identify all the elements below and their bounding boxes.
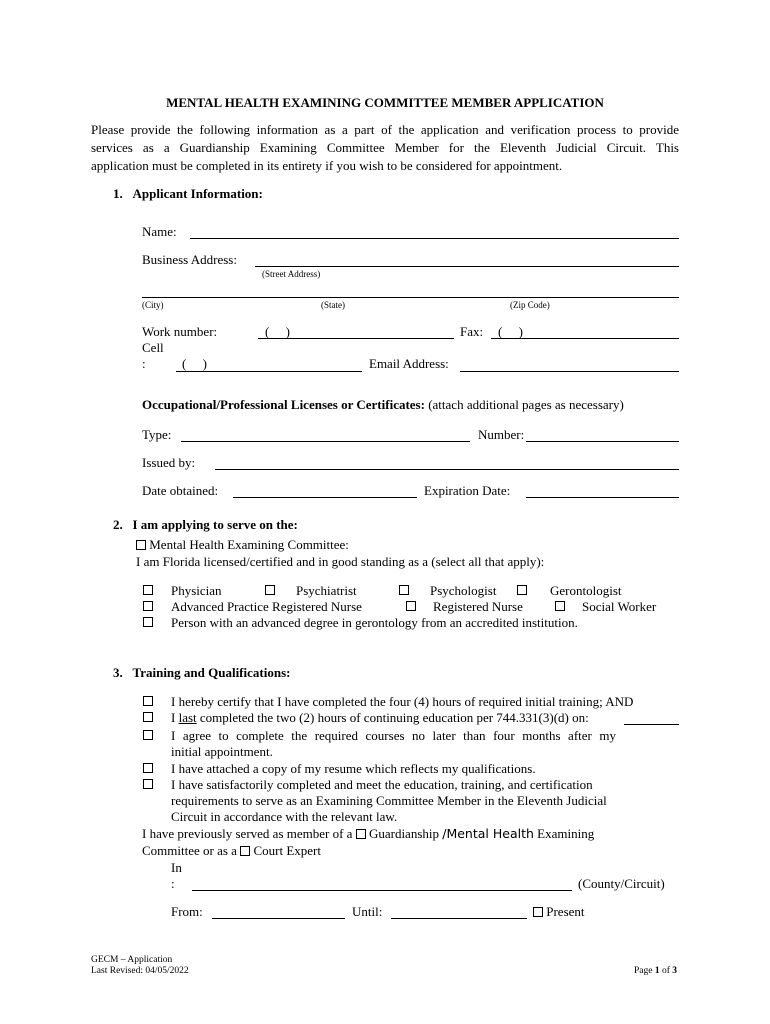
committee-option-label: Mental Health Examining Committee: [149, 537, 349, 552]
psychologist-checkbox[interactable] [399, 585, 409, 595]
psychiatrist-checkbox[interactable] [265, 585, 275, 595]
physician-checkbox[interactable] [143, 585, 153, 595]
guardianship-checkbox[interactable] [356, 829, 366, 839]
from-field[interactable] [212, 918, 345, 919]
street-address-field[interactable] [255, 266, 679, 267]
continuing-education-date-field[interactable] [624, 724, 679, 725]
requirements-line-3: Circuit in accordance with the relevant law. [171, 809, 398, 824]
expiration-field[interactable] [526, 497, 679, 498]
present-label: Present [546, 904, 585, 919]
fax-paren: ( ) [498, 324, 523, 339]
type-field[interactable] [181, 441, 470, 442]
requirements-checkbox[interactable] [143, 779, 153, 789]
fax-field[interactable] [491, 338, 679, 339]
footer-page-num: 1 [654, 966, 660, 976]
email-label: Email Address: [369, 356, 449, 371]
type-label: Type: [142, 427, 172, 442]
licenses-heading [142, 397, 624, 413]
footer-page-pre: Page [634, 966, 655, 976]
court-expert-checkbox[interactable] [240, 846, 250, 856]
licenses-heading-bold: Occupational/Professional Licenses or Certificates: [142, 397, 425, 412]
business-address-label: Business Address: [142, 252, 237, 267]
continuing-education-text [171, 710, 589, 726]
footer-revised: Last Revised: 04/05/2022 [91, 966, 189, 976]
court-expert-label: Court Expert [253, 843, 321, 858]
previously-served-text [142, 826, 594, 842]
county-circuit-field[interactable] [192, 890, 572, 891]
section-1-heading: 1. Applicant Information: [113, 186, 263, 201]
intro-line-2: services as a Guardianship Examining Committee Member for the Eleventh Judicial Circuit. This [91, 140, 679, 155]
requirements-line-1: I have satisfactorily completed and meet the education, training, and certification [171, 777, 593, 792]
number-field[interactable] [526, 441, 679, 442]
footer-form-name: GECM – Application [91, 955, 173, 965]
county-circuit-caption: (County/Circuit) [578, 876, 665, 891]
physician-label: Physician [171, 583, 222, 598]
number-label: Number: [478, 427, 525, 442]
date-obtained-label: Date obtained: [142, 483, 219, 498]
page-title: MENTAL HEALTH EXAMINING COMMITTEE MEMBER APPLICATION [166, 95, 604, 110]
initial-training-checkbox[interactable] [143, 696, 153, 706]
work-number-label: Work number: [142, 324, 218, 339]
advanced-degree-label: Person with an advanced degree in gerontology from an accredited institution. [171, 615, 578, 630]
intro-line-1: Please provide the following information as a part of the application and verification process to provide [91, 122, 679, 137]
name-label: Name: [142, 224, 177, 239]
gerontologist-checkbox[interactable] [517, 585, 527, 595]
resume-checkbox[interactable] [143, 763, 153, 773]
ce-text-post: completed the two (2) hours of continuing education per 744.331(3)(d) on: [196, 710, 589, 725]
section-3-heading: 3. Training and Qualifications: [113, 665, 291, 680]
in-label-colon: : [171, 876, 175, 891]
section-2-heading: 2. I am applying to serve on the: [113, 517, 298, 532]
rn-label: Registered Nurse [433, 599, 523, 614]
present-option [533, 904, 585, 920]
state-caption: (State) [321, 300, 345, 310]
agree-courses-line-1: I agree to complete the required courses no later than four months after my [171, 728, 616, 743]
continuing-education-checkbox[interactable] [143, 712, 153, 722]
ce-text-last: last [178, 710, 197, 725]
cell-label-colon: : [142, 356, 146, 371]
until-field[interactable] [391, 918, 527, 919]
city-caption: (City) [142, 300, 164, 310]
initial-training-text: I hereby certify that I have completed the four (4) hours of required initial training; AND [171, 694, 634, 709]
previously-served-pre: I have previously served as member of a [142, 826, 353, 841]
resume-text: I have attached a copy of my resume which reflects my qualifications. [171, 761, 536, 776]
zip-caption: (Zip Code) [510, 300, 550, 310]
aprn-checkbox[interactable] [143, 601, 153, 611]
street-address-caption: (Street Address) [262, 269, 321, 279]
email-field[interactable] [460, 371, 679, 372]
gerontologist-label: Gerontologist [550, 583, 622, 598]
issued-by-label: Issued by: [142, 455, 196, 470]
footer-page-number [634, 966, 677, 977]
social-worker-checkbox[interactable] [555, 601, 565, 611]
footer-page-mid: of [659, 966, 673, 976]
requirements-line-2: requirements to serve as an Examining Committee Member in the Eleventh Judicial [171, 793, 607, 808]
expiration-label: Expiration Date: [424, 483, 511, 498]
rn-checkbox[interactable] [406, 601, 416, 611]
intro-line-3: application must be completed in its entirety if you wish to be considered for appointment. [91, 158, 563, 173]
court-expert-text [142, 843, 321, 859]
agree-courses-checkbox[interactable] [143, 730, 153, 740]
advanced-degree-checkbox[interactable] [143, 617, 153, 627]
date-obtained-field[interactable] [233, 497, 417, 498]
work-number-paren: ( ) [265, 324, 290, 339]
footer-page-total: 3 [672, 966, 678, 976]
guardianship-label: Guardianship [368, 826, 439, 841]
cell-label: Cell [142, 340, 164, 355]
agree-courses-line-2: initial appointment. [171, 744, 273, 759]
committee-checkbox[interactable] [136, 540, 146, 550]
present-checkbox[interactable] [533, 907, 543, 917]
licenses-note: (attach additional pages as necessary) [428, 397, 624, 412]
until-label: Until: [352, 904, 383, 919]
licensed-text: I am Florida licensed/certified and in good standing as a (select all that apply): [136, 554, 545, 569]
cell-field[interactable] [176, 371, 362, 372]
ce-text-pre: I [171, 710, 179, 725]
issued-by-field[interactable] [215, 469, 679, 470]
fax-label: Fax: [460, 324, 484, 339]
psychologist-label: Psychologist [430, 583, 497, 598]
cell-paren: ( ) [182, 356, 207, 371]
mental-health-label: /Mental Health [442, 826, 534, 841]
committee-or-label: Committee or as a [142, 843, 237, 858]
in-label: In [171, 860, 182, 875]
city-state-zip-field[interactable] [142, 297, 679, 298]
examining-label: Examining [537, 826, 595, 841]
name-field[interactable] [190, 238, 679, 239]
work-number-field[interactable] [258, 338, 454, 339]
social-worker-label: Social Worker [582, 599, 657, 614]
committee-option [136, 537, 349, 553]
from-label: From: [171, 904, 203, 919]
psychiatrist-label: Psychiatrist [296, 583, 357, 598]
aprn-label: Advanced Practice Registered Nurse [171, 599, 362, 614]
